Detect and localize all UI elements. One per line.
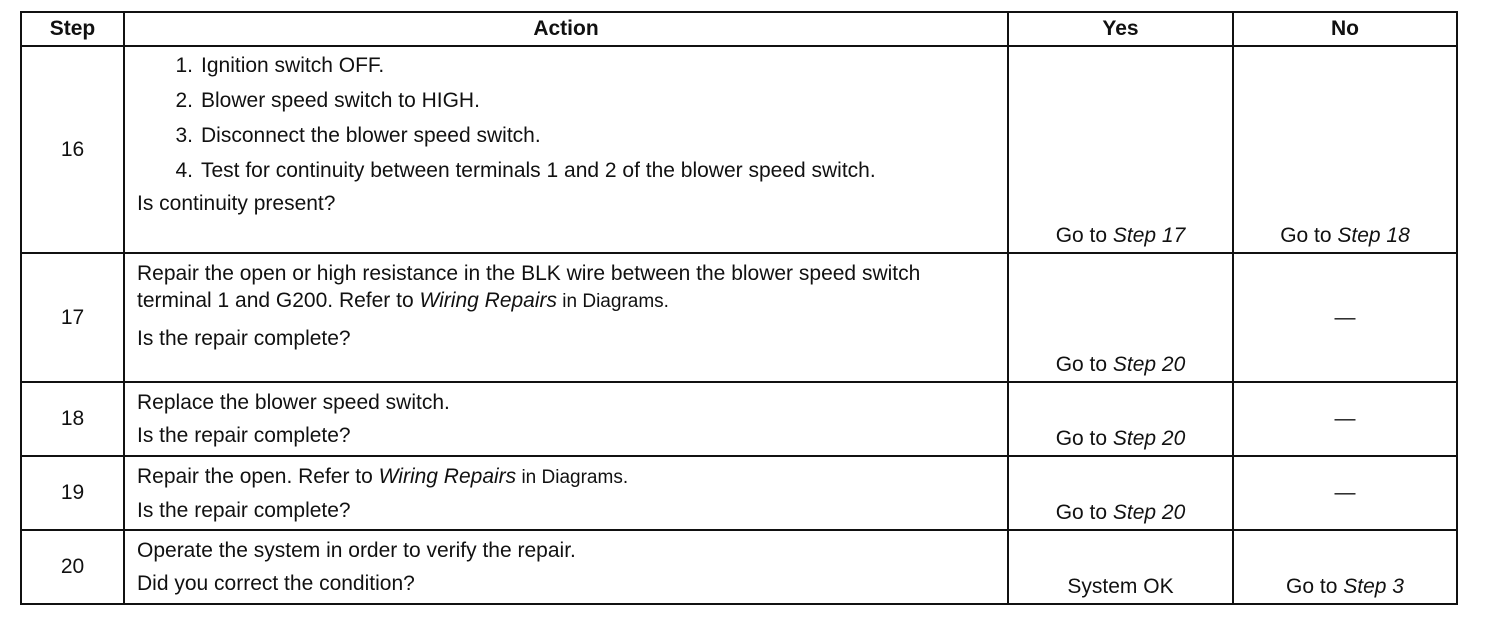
wiring-repairs-link[interactable]: Wiring Repairs (378, 465, 517, 488)
action-text (137, 463, 997, 491)
header-action: Action (124, 12, 1008, 46)
action-cell (124, 456, 1008, 530)
list-number: 1. (175, 54, 193, 77)
step-number: 17 (21, 253, 124, 382)
header-yes: Yes (1008, 12, 1233, 46)
action-text-a: Repair the open. Refer to (137, 465, 379, 488)
yes-step-link[interactable]: Step 20 (1112, 501, 1186, 524)
list-number: 4. (175, 159, 193, 182)
table-row-19 (21, 456, 1457, 530)
yes-prefix: Go to (1055, 224, 1113, 247)
yes-cell: System OK (1008, 530, 1233, 604)
action-text-b: in Diagrams. (557, 291, 669, 312)
question-text: Did you correct the condition? (137, 572, 415, 595)
list-text: Ignition switch OFF. (201, 54, 385, 77)
list-item (137, 53, 997, 79)
no-cell (1233, 46, 1457, 253)
question-text: Is the repair complete? (137, 327, 351, 350)
action-cell (124, 530, 1008, 604)
list-item (137, 88, 997, 114)
header-no: No (1233, 12, 1457, 46)
yes-cell (1008, 382, 1233, 456)
wiring-repairs-link[interactable]: Wiring Repairs (419, 289, 558, 312)
list-item (137, 158, 997, 184)
action-cell (124, 382, 1008, 456)
no-cell: — (1233, 456, 1457, 530)
step-number: 20 (21, 530, 124, 604)
question-text: Is the repair complete? (137, 499, 351, 522)
header-step: Step (21, 12, 124, 46)
table-row-16 (21, 46, 1457, 253)
yes-cell (1008, 253, 1233, 382)
no-cell (1233, 530, 1457, 604)
diagnostic-table (20, 11, 1458, 605)
yes-step-link[interactable]: Step 17 (1112, 224, 1186, 247)
yes-cell (1008, 456, 1233, 530)
table-row-20 (21, 530, 1457, 604)
no-prefix: Go to (1280, 224, 1338, 247)
list-number: 3. (175, 124, 193, 147)
yes-step-link[interactable]: Step 20 (1112, 353, 1186, 376)
table-row-18 (21, 382, 1457, 456)
yes-step-link[interactable]: Step 20 (1112, 427, 1186, 450)
step-number: 16 (21, 46, 124, 253)
list-text: Test for continuity between terminals 1 and 2 of the blower speed switch. (201, 159, 876, 182)
action-text-a: Repair the open or high resistance in the BLK wire between the blower speed switch terminal 1 and G200. Refer to (137, 262, 921, 312)
question-text: Is the repair complete? (137, 424, 351, 447)
action-text: Operate the system in order to verify the repair. (137, 539, 576, 562)
yes-prefix: Go to (1055, 353, 1113, 376)
yes-prefix: Go to (1055, 501, 1113, 524)
action-text-b: in Diagrams. (516, 467, 629, 488)
list-number: 2. (175, 89, 193, 112)
action-text: Replace the blower speed switch. (137, 391, 450, 414)
table-row-17 (21, 253, 1457, 382)
step-number: 18 (21, 382, 124, 456)
yes-prefix: Go to (1055, 427, 1113, 450)
no-cell: — (1233, 253, 1457, 382)
yes-cell (1008, 46, 1233, 253)
question-text: Is continuity present? (137, 192, 336, 215)
list-item (137, 123, 997, 149)
list-text: Blower speed switch to HIGH. (201, 89, 480, 112)
step-number: 19 (21, 456, 124, 530)
no-step-link[interactable]: Step 18 (1337, 224, 1410, 247)
no-step-link[interactable]: Step 3 (1343, 575, 1404, 598)
action-cell (124, 46, 1008, 253)
action-cell (124, 253, 1008, 382)
no-cell: — (1233, 382, 1457, 456)
action-text (137, 260, 997, 315)
header-row (21, 12, 1457, 46)
list-text: Disconnect the blower speed switch. (201, 124, 541, 147)
no-prefix: Go to (1286, 575, 1344, 598)
